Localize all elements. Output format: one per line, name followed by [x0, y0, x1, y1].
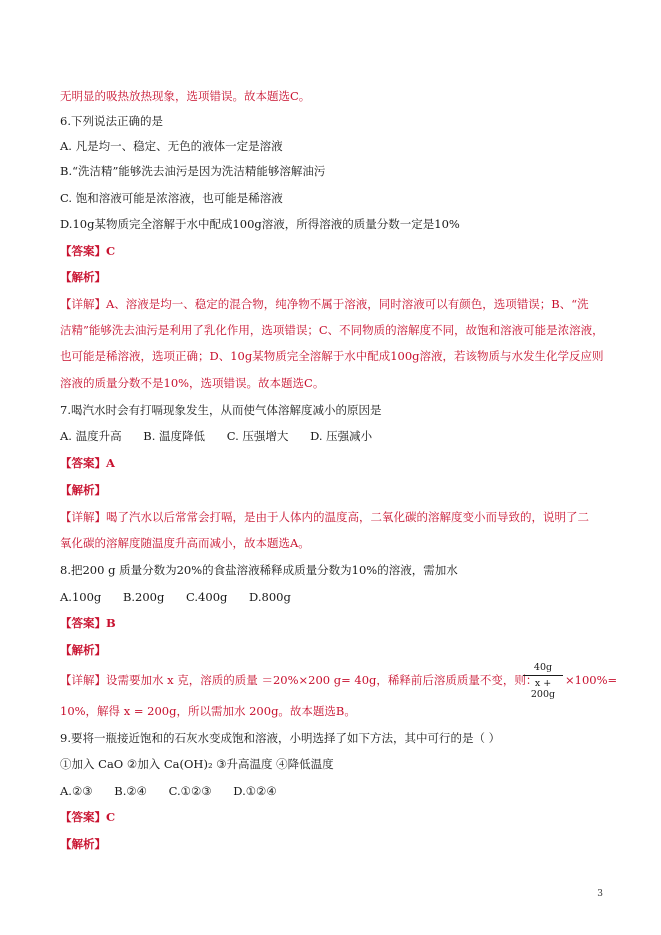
- explanation-line: 10%，解得 x = 200g，所以需加水 200g。故本题选B。: [60, 704, 356, 718]
- option-c: C. 饱和溶液可能是浓溶液，也可能是稀溶液: [60, 191, 283, 205]
- option-b: B.200g: [122, 590, 165, 604]
- page-number: 3: [597, 889, 603, 899]
- option-d: D.800g: [249, 590, 291, 604]
- analysis-label: 【解析】: [60, 483, 106, 497]
- option-a: A. 凡是均一、稳定、无色的液体一定是溶液: [60, 139, 283, 153]
- analysis-label: 【解析】: [60, 643, 106, 657]
- analysis-label: 【解析】: [60, 837, 106, 851]
- options-row: [60, 590, 309, 604]
- question-items: ①加入 CaO ②加入 Ca(OH)₂ ③升高温度 ④降低温度: [60, 757, 334, 771]
- option-d: D.10g某物质完全溶解于水中配成100g溶液，所得溶液的质量分数一定是10%: [60, 217, 460, 231]
- analysis-label: 【解析】: [60, 270, 106, 284]
- question-9: 9.要将一瓶接近饱和的石灰水变成饱和溶液，小明选择了如下方法，其中可行的是（ ）: [60, 731, 501, 745]
- explanation-line: 也可能是稀溶液，选项正确；D、10g某物质完全溶解于水中配成100g溶液，若该物质与水发生化学反应则: [60, 349, 604, 363]
- explanation-line: 溶液的质量分数不是10%，选项错误。故本题选C。: [60, 376, 325, 390]
- text-line: 无明显的吸热放热现象，选项错误。故本题选C。: [60, 89, 311, 103]
- option-a: A.100g: [60, 590, 102, 604]
- option-c: C.400g: [186, 590, 228, 604]
- fraction-denominator: x + 200g: [530, 678, 556, 700]
- option-c: C. 压强增大: [226, 429, 289, 443]
- answer-label: 【答案】A: [60, 456, 115, 470]
- explanation-line: 洁精”能够洗去油污是利用了乳化作用，选项错误；C、不同物质的溶解度不同，故饱和溶液可能是浓溶液，: [60, 323, 604, 337]
- question-7: 7.喝汽水时会有打嗝现象发生，从而使气体溶解度减小的原因是: [60, 403, 382, 417]
- explanation-line: 【详解】喝了汽水以后常常会打嗝，是由于人体内的温度高，二氧化碳的溶解度变小而导致的，说明了二: [60, 510, 589, 524]
- explanation-line: 【详解】设需要加水 x 克，溶质的质量 ＝20%×200 g= 40g，稀释前后溶质质量不变，则：: [60, 673, 538, 687]
- question-6: 6.下列说法正确的是: [60, 114, 163, 128]
- option-b: B.“洗洁精”能够洗去油污是因为洗洁精能够溶解油污: [60, 164, 326, 178]
- explanation-line: 【详解】A、溶液是均一、稳定的混合物，纯净物不属于溶液，同时溶液可以有颜色，选项错误；B、“洗: [60, 297, 589, 311]
- option-d: D.①②④: [233, 784, 277, 798]
- option-b: B.②④: [114, 784, 147, 798]
- fraction-tail: ×100%=: [565, 673, 618, 687]
- option-c: C.①②③: [168, 784, 212, 798]
- fraction-numerator: 40g: [523, 662, 563, 676]
- question-8: 8.把200 g 质量分数为20%的食盐溶液稀释成质量分数为10%的溶液，需加水: [60, 563, 458, 577]
- answer-label: 【答案】B: [60, 616, 116, 630]
- explanation-line: 氧化碳的溶解度随温度升高而减小，故本题选A。: [60, 536, 310, 550]
- answer-label: 【答案】C: [60, 810, 116, 824]
- option-d: D. 压强减小: [310, 429, 373, 443]
- options-row: [60, 429, 390, 443]
- fraction: [523, 662, 563, 700]
- option-a: A. 温度升高: [60, 429, 122, 443]
- answer-label: 【答案】C: [60, 244, 116, 258]
- option-b: B. 温度降低: [143, 429, 206, 443]
- options-row: [60, 784, 295, 798]
- option-a: A.②③: [60, 784, 93, 798]
